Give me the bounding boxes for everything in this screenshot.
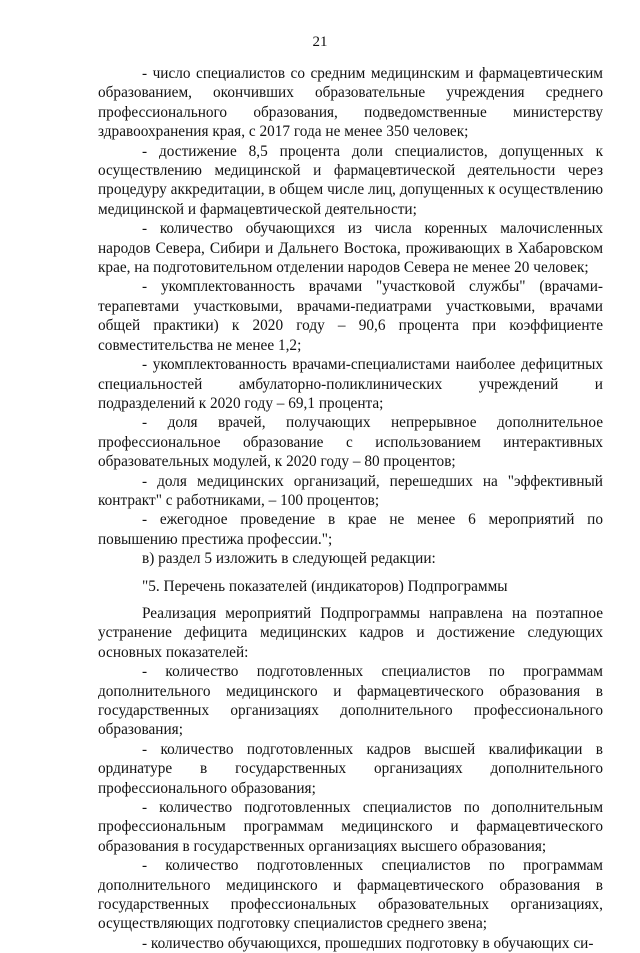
page-number: 21 <box>312 34 328 50</box>
paragraph: в) раздел 5 изложить в следующей редакции: <box>142 550 436 568</box>
paragraph: - число специалистов со средним медицинским и фармацевтическим образованием, окончивших образовательные учреждения среднего профессионального образования, подведомственные министерству здравоохранения края, с 2017 года не менее 350 человек; <box>98 65 603 141</box>
paragraph: - количество подготовленных специалистов по дополнительным профессиональным программам медицинского и фармацевтического образования в государственных организациях высшего образования; <box>98 799 603 855</box>
paragraph: - количество подготовленных специалистов по программам дополнительного медицинского и фармацевтического образования в государственных организациях дополнительного профессионального образования; <box>98 663 603 739</box>
paragraph: - доля медицинских организаций, перешедших на "эффективный контракт" с работниками, – 100 процентов; <box>98 472 603 509</box>
paragraph: - достижение 8,5 процента доли специалистов, допущенных к осуществлению медицинской и фармацевтической деятельности через процедуру аккредитации, в общем числе лиц, допущенных к осуществлению медицинской и фармацевтической деятельности; <box>98 142 603 218</box>
paragraph: - укомплектованность врачами-специалистами наиболее дефицитных специальностей амбулаторно-поликлинических учреждений и подразделений к 2020 году – 69,1 процента; <box>98 356 603 412</box>
paragraph: Реализация мероприятий Подпрограммы направлена на поэтапное устранение дефицита медицинских кадров и достижение следующих основных показателей: <box>98 604 603 661</box>
section-heading: "5. Перечень показателей (индикаторов) Подпрограммы <box>142 577 508 595</box>
paragraph: - доля врачей, получающих непрерывное дополнительное профессиональное образование с использованием интерактивных образовательных модулей, к 2020 году – 80 процентов; <box>98 414 603 471</box>
paragraph: - количество обучающихся, прошедших подготовку в обучающих си- <box>142 934 594 952</box>
paragraph: - количество подготовленных кадров высшей квалификации в ординатуре в государственных организациях дополнительного профессионального образования; <box>98 740 603 797</box>
paragraph: - укомплектованность врачами "участковой службы" (врачами-терапевтами участковыми, врачами-педиатрами участковыми, врачами общей практики) к 2020 году – 90,6 процента при коэффициенте совместительства не менее 1,2; <box>98 278 603 354</box>
document-body <box>98 64 603 953</box>
paragraph: - количество подготовленных специалистов по программам дополнительного медицинского и фармацевтического образования в государственных профессиональных образовательных организациях, осуществляющих подготовку специалистов среднего звена; <box>98 857 603 933</box>
paragraph: - ежегодное проведение в крае не менее 6 мероприятий по повышению престижа профессии."; <box>98 511 603 548</box>
paragraph: - количество обучающихся из числа коренных малочисленных народов Севера, Сибири и Дальнего Востока, проживающих в Хабаровском крае, на подготовительном отделении народов Севера не менее 20 человек; <box>98 220 603 277</box>
